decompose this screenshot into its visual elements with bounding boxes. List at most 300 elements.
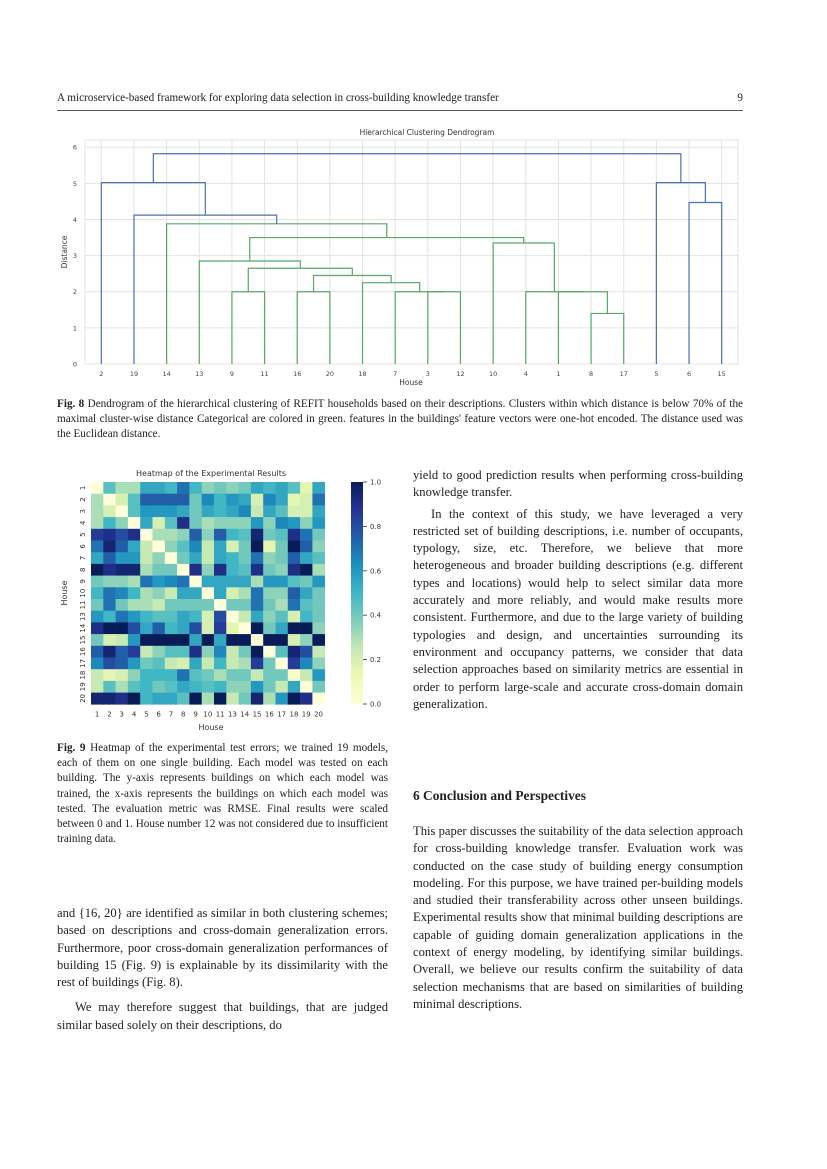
heatmap-cell xyxy=(300,552,313,564)
heatmap-ytick: 2 xyxy=(79,497,87,502)
heatmap-cell xyxy=(312,576,325,588)
heatmap-cell xyxy=(276,552,289,564)
heatmap-cell xyxy=(214,505,227,517)
heatmap-cell xyxy=(140,599,153,611)
heatmap-cell xyxy=(300,505,313,517)
heatmap-cell xyxy=(116,564,129,576)
heatmap-cell xyxy=(251,622,264,634)
heatmap-cell xyxy=(140,517,153,529)
heatmap-ytick: 1 xyxy=(79,485,87,491)
heatmap-cell xyxy=(263,576,276,588)
heatmap-cell xyxy=(189,634,202,646)
heatmap-ytick: 8 xyxy=(79,567,87,572)
heatmap-cell xyxy=(276,622,289,634)
heatmap-cell xyxy=(312,587,325,599)
heatmap-cell xyxy=(91,611,104,623)
heatmap-cell xyxy=(226,622,239,634)
heatmap-cell xyxy=(165,587,178,599)
heatmap-cell xyxy=(91,634,104,646)
heatmap-xtick: 2 xyxy=(107,710,112,719)
heatmap-cell xyxy=(153,541,166,553)
heatmap-cell xyxy=(91,658,104,670)
heatmap-cell xyxy=(103,517,116,529)
heatmap-cell xyxy=(312,541,325,553)
heatmap-cell xyxy=(128,681,141,693)
heatmap-cell xyxy=(165,622,178,634)
heatmap-cell xyxy=(177,622,190,634)
heatmap-cell xyxy=(288,587,301,599)
heatmap-cell xyxy=(226,693,239,705)
heatmap-cell xyxy=(226,482,239,494)
heatmap-cell xyxy=(202,529,215,541)
heatmap-cell xyxy=(202,693,215,705)
heatmap-cell xyxy=(276,494,289,506)
heatmap-xtick: 4 xyxy=(131,710,137,719)
heatmap-cell xyxy=(128,599,141,611)
heatmap-cell xyxy=(103,482,116,494)
heatmap-cell xyxy=(189,541,202,553)
running-head xyxy=(57,92,743,104)
heatmap-cell xyxy=(263,494,276,506)
heatmap-ytick: 16 xyxy=(79,647,87,657)
dendrogram-leaf-label: 6 xyxy=(686,370,692,378)
heatmap-cell xyxy=(214,587,227,599)
heatmap-ytick: 9 xyxy=(79,579,87,584)
heatmap-cell xyxy=(239,482,252,494)
heatmap-cell xyxy=(214,646,227,658)
heatmap-ytick: 4 xyxy=(79,520,87,526)
heatmap-cell xyxy=(116,482,129,494)
heatmap-title: Heatmap of the Experimental Results xyxy=(136,469,286,478)
heatmap-cell xyxy=(140,552,153,564)
heatmap-cell xyxy=(251,564,264,576)
heatmap-cell xyxy=(91,646,104,658)
heatmap-ytick: 6 xyxy=(79,544,87,549)
heatmap-cell xyxy=(189,622,202,634)
heatmap-cell xyxy=(276,587,289,599)
heatmap-ytick: 11 xyxy=(79,600,87,610)
heatmap-cell xyxy=(165,611,178,623)
heatmap-xtick: 10 xyxy=(203,710,213,719)
heatmap-cell xyxy=(300,693,313,705)
heatmap-ytick: 7 xyxy=(79,555,87,561)
heatmap-cell xyxy=(177,576,190,588)
heatmap-cell xyxy=(214,494,227,506)
heatmap-cell xyxy=(128,693,141,705)
heatmap-ytick: 13 xyxy=(79,612,87,622)
heatmap-cell xyxy=(153,517,166,529)
dendrogram-leaf-label: 14 xyxy=(162,370,171,378)
heatmap-cell xyxy=(189,646,202,658)
heatmap-cell xyxy=(226,541,239,553)
conclusion-text xyxy=(413,823,743,1013)
heatmap-cell xyxy=(140,494,153,506)
heatmap-cell xyxy=(263,634,276,646)
dendrogram-ytick: 6 xyxy=(72,143,77,152)
heatmap-cell xyxy=(116,658,129,670)
heatmap-cell xyxy=(202,552,215,564)
heatmap-cell xyxy=(214,669,227,681)
left-column-text xyxy=(57,905,388,1034)
figure-8-caption xyxy=(57,397,743,443)
heatmap-cell xyxy=(239,693,252,705)
heatmap-xtick: 6 xyxy=(156,710,161,719)
heatmap-cell xyxy=(202,599,215,611)
heatmap-cell xyxy=(153,634,166,646)
colorbar-tick-label: 0.4 xyxy=(370,611,382,620)
heatmap-xtick: 20 xyxy=(314,710,324,719)
heatmap-cell xyxy=(239,576,252,588)
header-rule xyxy=(57,110,743,111)
heatmap-cell xyxy=(202,622,215,634)
heatmap-cell xyxy=(153,482,166,494)
heatmap-cell xyxy=(165,552,178,564)
heatmap-cell xyxy=(276,529,289,541)
heatmap-cell xyxy=(226,587,239,599)
heatmap-xtick: 7 xyxy=(168,710,174,719)
heatmap-cell xyxy=(239,494,252,506)
heatmap-cell xyxy=(226,611,239,623)
heatmap-cell xyxy=(140,587,153,599)
heatmap-cell xyxy=(116,669,129,681)
heatmap-cell xyxy=(153,564,166,576)
heatmap-cell xyxy=(128,564,141,576)
dendrogram-leaf-label: 9 xyxy=(229,370,234,378)
figure-8-caption-text: Dendrogram of the hierarchical clustering of REFIT households based on their descriptions. Clusters within which distance is below 70% of the maximal cluster-wise distance Categorical are colored in green. features in the buildings' feature vectors were one-hot encoded. The distance used was the Euclidean distance. xyxy=(57,398,744,441)
heatmap-ylabel: House xyxy=(60,580,69,606)
heatmap-cell xyxy=(312,494,325,506)
dendrogram-ytick: 3 xyxy=(72,252,77,261)
heatmap-cell xyxy=(288,517,301,529)
heatmap-cell xyxy=(239,529,252,541)
heatmap-cell xyxy=(116,494,129,506)
heatmap-cell xyxy=(153,552,166,564)
heatmap-cell xyxy=(239,505,252,517)
heatmap-cell xyxy=(103,669,116,681)
heatmap-cell xyxy=(128,611,141,623)
heatmap-cell xyxy=(103,587,116,599)
heatmap-cell xyxy=(140,482,153,494)
heatmap-cell xyxy=(214,517,227,529)
heatmap-cell xyxy=(214,658,227,670)
heatmap-cell xyxy=(251,552,264,564)
heatmap-cell xyxy=(153,505,166,517)
heatmap-cell xyxy=(239,599,252,611)
heatmap-cell xyxy=(202,541,215,553)
heatmap-cell xyxy=(226,646,239,658)
dendrogram-leaf-label: 4 xyxy=(523,370,528,378)
heatmap-cell xyxy=(189,693,202,705)
heatmap-cell xyxy=(128,552,141,564)
heatmap-cell xyxy=(239,634,252,646)
heatmap-cell xyxy=(140,693,153,705)
page-number: 9 xyxy=(737,92,743,104)
heatmap-cell xyxy=(226,576,239,588)
heatmap-cell xyxy=(140,505,153,517)
heatmap-xtick: 14 xyxy=(240,710,250,719)
heatmap-cell xyxy=(165,494,178,506)
heatmap-cell xyxy=(91,622,104,634)
heatmap-cell xyxy=(153,529,166,541)
heatmap-cell xyxy=(226,669,239,681)
heatmap-cell xyxy=(226,681,239,693)
heatmap-cell xyxy=(177,517,190,529)
heatmap-cell xyxy=(251,611,264,623)
heatmap-cell xyxy=(288,681,301,693)
heatmap-xtick: 9 xyxy=(193,710,198,719)
heatmap-cell xyxy=(251,646,264,658)
heatmap-chart xyxy=(55,462,400,737)
heatmap-cell xyxy=(128,576,141,588)
heatmap-xtick: 8 xyxy=(181,710,186,719)
heatmap-cell xyxy=(128,622,141,634)
heatmap-cell xyxy=(202,517,215,529)
heatmap-cell xyxy=(153,646,166,658)
heatmap-cell xyxy=(91,587,104,599)
heatmap-cell xyxy=(276,564,289,576)
heatmap-cell xyxy=(288,658,301,670)
heatmap-cell xyxy=(251,517,264,529)
dendrogram-ytick: 4 xyxy=(72,215,77,224)
heatmap-cell xyxy=(103,681,116,693)
heatmap-cell xyxy=(288,634,301,646)
heatmap-cell xyxy=(239,646,252,658)
heatmap-cell xyxy=(300,622,313,634)
heatmap-cell xyxy=(177,541,190,553)
heatmap-cell xyxy=(276,669,289,681)
heatmap-cell xyxy=(300,576,313,588)
heatmap-cell xyxy=(189,681,202,693)
heatmap-cell xyxy=(165,599,178,611)
heatmap-cell xyxy=(300,669,313,681)
heatmap-cell xyxy=(177,494,190,506)
heatmap-cell xyxy=(116,681,129,693)
heatmap-cell xyxy=(91,681,104,693)
paragraph: We may therefore suggest that buildings, that are judged similar based solely on their descriptions, do xyxy=(57,1000,388,1032)
heatmap-xlabel: House xyxy=(198,723,224,732)
heatmap-cell xyxy=(300,517,313,529)
heatmap-cell xyxy=(239,669,252,681)
heatmap-cell xyxy=(300,681,313,693)
heatmap-cell xyxy=(214,611,227,623)
heatmap-cell xyxy=(116,505,129,517)
heatmap-cell xyxy=(91,552,104,564)
dendrogram-ytick: 2 xyxy=(72,288,77,297)
heatmap-cell xyxy=(276,505,289,517)
heatmap-cell xyxy=(251,681,264,693)
heatmap-cell xyxy=(165,517,178,529)
dendrogram-leaf-label: 12 xyxy=(456,370,465,378)
heatmap-cell xyxy=(189,564,202,576)
heatmap-cell xyxy=(276,599,289,611)
heatmap-cell xyxy=(202,646,215,658)
heatmap-cell xyxy=(214,599,227,611)
heatmap-ytick: 19 xyxy=(79,682,87,692)
heatmap-cell xyxy=(153,669,166,681)
heatmap-xtick: 15 xyxy=(252,710,262,719)
heatmap-cell xyxy=(288,494,301,506)
dendrogram-leaf-label: 18 xyxy=(358,370,367,378)
heatmap-cell xyxy=(214,634,227,646)
heatmap-cell xyxy=(165,505,178,517)
heatmap-cell xyxy=(189,611,202,623)
heatmap-cell xyxy=(226,552,239,564)
heatmap-cell xyxy=(177,482,190,494)
dendrogram-plot-area xyxy=(85,140,738,364)
dendrogram-chart xyxy=(55,126,745,391)
heatmap-cell xyxy=(189,482,202,494)
heatmap-cell xyxy=(202,681,215,693)
heatmap-cell xyxy=(128,529,141,541)
heatmap-cell xyxy=(165,529,178,541)
heatmap-xtick: 16 xyxy=(264,710,274,719)
heatmap-cell xyxy=(177,599,190,611)
paragraph: This paper discusses the suitability of the data selection approach for cross-building knowledge transfer. Evaluation work was conducted on the case study of building energy consumption modeling. For this purpose, we have trained per-building models and studied their transferability across other unseen buildings. Experimental results show that minimal building descriptions are capable of guiding domain generalization applications in the context of energy modeling, by identifying similar buildings. Overall, we believe our results confirm the suitability of data selection mechanisms that are based on similarities of building minimal descriptions. xyxy=(413,824,743,1011)
heatmap-cell xyxy=(263,622,276,634)
heatmap-cell xyxy=(251,482,264,494)
dendrogram-xlabel: House xyxy=(399,378,423,387)
heatmap-cell xyxy=(140,622,153,634)
heatmap-cell xyxy=(276,681,289,693)
dendrogram-leaf-label: 8 xyxy=(589,370,594,378)
heatmap-xtick: 18 xyxy=(289,710,299,719)
heatmap-cell xyxy=(276,646,289,658)
heatmap-cell xyxy=(263,669,276,681)
heatmap-cell xyxy=(214,693,227,705)
heatmap-cell xyxy=(312,564,325,576)
heatmap-cell xyxy=(153,587,166,599)
heatmap-cell xyxy=(91,541,104,553)
heatmap-ytick: 20 xyxy=(79,693,87,703)
heatmap-cell xyxy=(214,681,227,693)
heatmap-cell xyxy=(116,634,129,646)
heatmap-cell xyxy=(128,646,141,658)
heatmap-cell xyxy=(251,658,264,670)
heatmap-cell xyxy=(239,552,252,564)
heatmap-cell xyxy=(177,693,190,705)
heatmap-cell xyxy=(116,693,129,705)
section-heading: 6 Conclusion and Perspectives xyxy=(413,788,586,803)
heatmap-cell xyxy=(288,693,301,705)
heatmap-cell xyxy=(288,541,301,553)
heatmap-cell xyxy=(165,669,178,681)
heatmap-cell xyxy=(263,658,276,670)
heatmap-cell xyxy=(312,611,325,623)
heatmap-cell xyxy=(239,658,252,670)
heatmap-cell xyxy=(226,505,239,517)
heatmap-cell xyxy=(103,646,116,658)
heatmap-cell xyxy=(103,622,116,634)
heatmap-cell xyxy=(276,576,289,588)
heatmap-cell xyxy=(189,552,202,564)
heatmap-cell xyxy=(239,587,252,599)
heatmap-cell xyxy=(312,552,325,564)
heatmap-cell xyxy=(189,529,202,541)
heatmap-cell xyxy=(300,646,313,658)
heatmap-cell xyxy=(177,552,190,564)
heatmap-cell xyxy=(288,599,301,611)
heatmap-cell xyxy=(165,541,178,553)
heatmap-cell xyxy=(140,658,153,670)
heatmap-cell xyxy=(251,529,264,541)
heatmap-cell xyxy=(251,587,264,599)
heatmap-ytick: 15 xyxy=(79,635,87,645)
heatmap-cell xyxy=(202,564,215,576)
heatmap-cell xyxy=(153,622,166,634)
heatmap-cell xyxy=(128,482,141,494)
heatmap-cell xyxy=(226,517,239,529)
heatmap-cell xyxy=(91,576,104,588)
heatmap-cell xyxy=(189,587,202,599)
heatmap-cell xyxy=(226,529,239,541)
heatmap-cell xyxy=(116,529,129,541)
heatmap-cell xyxy=(288,564,301,576)
dendrogram-ytick: 1 xyxy=(72,324,77,333)
heatmap-cell xyxy=(103,634,116,646)
heatmap-xtick: 1 xyxy=(94,710,100,719)
heatmap-cell xyxy=(214,529,227,541)
heatmap-cell xyxy=(177,634,190,646)
heatmap-cell xyxy=(91,693,104,705)
heatmap-cell xyxy=(140,564,153,576)
dendrogram-leaf-label: 7 xyxy=(393,370,398,378)
dendrogram-leaf-label: 15 xyxy=(717,370,726,378)
heatmap-cell xyxy=(300,494,313,506)
heatmap-cell xyxy=(288,552,301,564)
heatmap-cell xyxy=(103,611,116,623)
heatmap-ytick: 5 xyxy=(79,532,87,537)
paragraph: yield to good prediction results when performing cross-building knowledge transfer. xyxy=(413,468,743,500)
heatmap-cell xyxy=(300,564,313,576)
heatmap-xtick: 17 xyxy=(277,710,287,719)
heatmap-cell xyxy=(128,669,141,681)
figure-9-label: Fig. 9 xyxy=(57,742,86,754)
heatmap-cell xyxy=(263,564,276,576)
heatmap-cell xyxy=(226,599,239,611)
heatmap-cell xyxy=(300,587,313,599)
figure-9-caption xyxy=(57,741,388,847)
heatmap-cell xyxy=(288,669,301,681)
heatmap-cell xyxy=(165,634,178,646)
colorbar-tick-label: 0.0 xyxy=(370,700,382,709)
heatmap-ytick: 18 xyxy=(79,670,87,680)
figure-9-caption-text: Heatmap of the experimental test errors; we trained 19 models, each of them on one single building. Each model was tested on each building. The y-axis represents buildings on which each model was trained, the x-axis represents the buildings on which each model was tested. The evaluation metric was RMSE. Final results were scaled between 0 and 1. House number 12 was not considered due to insufficient training data. xyxy=(57,742,389,846)
heatmap-cell xyxy=(251,494,264,506)
heatmap-cell xyxy=(153,681,166,693)
dendrogram-ytick: 0 xyxy=(72,360,77,369)
heatmap-cell xyxy=(116,587,129,599)
heatmap-cell xyxy=(165,658,178,670)
dendrogram-leaf-label: 2 xyxy=(99,370,104,378)
heatmap-cell xyxy=(263,681,276,693)
heatmap-cell xyxy=(312,669,325,681)
heatmap-cell xyxy=(91,599,104,611)
heatmap-cell xyxy=(165,681,178,693)
heatmap-cell xyxy=(140,529,153,541)
heatmap-cell xyxy=(140,611,153,623)
heatmap-cell xyxy=(165,693,178,705)
heatmap-xtick: 11 xyxy=(215,710,225,719)
heatmap-cell xyxy=(189,599,202,611)
heatmap-cell xyxy=(128,634,141,646)
heatmap-cell xyxy=(312,681,325,693)
heatmap-cell xyxy=(140,646,153,658)
heatmap-cell xyxy=(103,599,116,611)
heatmap-cell xyxy=(165,646,178,658)
heatmap-cell xyxy=(312,599,325,611)
heatmap-cell xyxy=(288,611,301,623)
heatmap-cell xyxy=(91,517,104,529)
